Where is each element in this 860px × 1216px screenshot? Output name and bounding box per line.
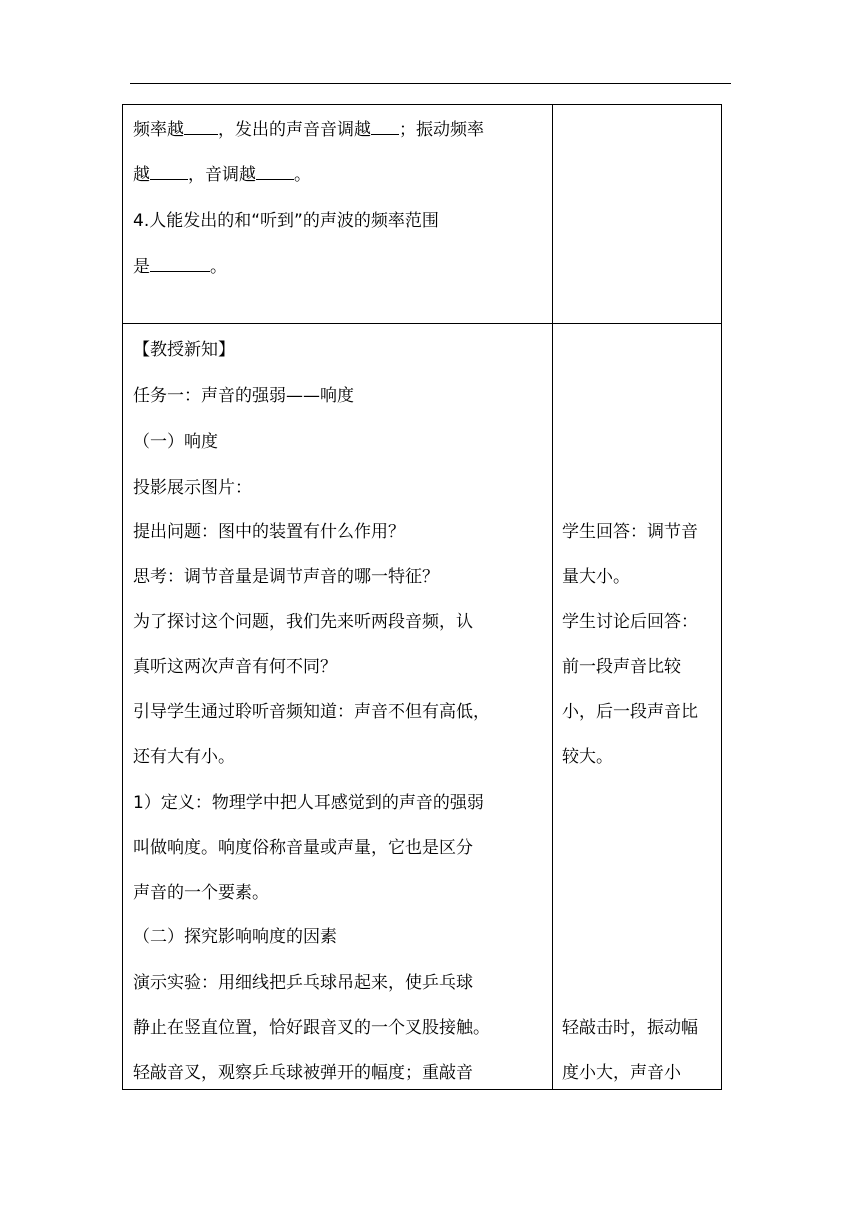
- student-answer-line: 度小大，声音小: [562, 1063, 681, 1083]
- content-line: 投影展示图片：: [133, 478, 252, 498]
- student-answer-line: 小，后一段声音比: [562, 702, 698, 722]
- fill-blank: [256, 165, 294, 180]
- text-segment: ；振动频率: [399, 120, 484, 140]
- student-answer-line: 量大小。: [562, 567, 630, 587]
- subsection-heading: （二）探究影响响度的因素: [133, 927, 337, 947]
- text-segment: 频率越: [133, 120, 184, 140]
- review-line-4: [133, 255, 227, 279]
- definition-line: 声音的一个要素。: [133, 883, 269, 903]
- section-heading: 【教授新知】: [133, 340, 235, 360]
- content-line: 思考：调节音量是调节声音的哪一特征？: [133, 567, 439, 587]
- fill-blank: [150, 257, 210, 272]
- text-segment: 是: [133, 257, 150, 277]
- fill-blank: [371, 120, 399, 135]
- experiment-line: 轻敲音叉，观察乒乓球被弹开的幅度；重敲音: [133, 1063, 473, 1083]
- content-line: 还有大有小。: [133, 747, 235, 767]
- text-segment: 。: [294, 165, 311, 185]
- review-row: [123, 105, 721, 324]
- text-segment: ，发出的声音音调越: [218, 120, 371, 140]
- text-segment: 。: [210, 257, 227, 277]
- student-answer-line: 学生回答：调节音: [562, 522, 698, 542]
- content-line: 引导学生通过聆听音频知道：声音不但有高低，: [133, 702, 490, 722]
- content-line: 真听这两次声音有何不同？: [133, 657, 337, 677]
- definition-line: 叫做响度。响度俗称音量或声量，它也是区分: [133, 838, 473, 858]
- content-line: 提出问题：图中的装置有什么作用？: [133, 522, 405, 542]
- review-line-3: 4.人能发出的和“听到”的声波的频率范围: [133, 211, 439, 231]
- fill-blank: [150, 165, 188, 180]
- content-line: 为了探讨这个问题，我们先来听两段音频，认: [133, 612, 473, 632]
- review-line-2: [133, 163, 311, 187]
- fill-blank: [184, 120, 218, 135]
- experiment-line: 静止在竖直位置，恰好跟音叉的一个叉股接触。: [133, 1018, 490, 1038]
- task-title: 任务一：声音的强弱——响度: [133, 386, 354, 406]
- lesson-table: [122, 104, 722, 1090]
- subsection-heading: （一）响度: [133, 432, 218, 452]
- student-answer-line: 学生讨论后回答：: [562, 612, 698, 632]
- text-segment: 越: [133, 165, 150, 185]
- student-answer-line: 前一段声音比较: [562, 657, 681, 677]
- text-segment: ，音调越: [188, 165, 256, 185]
- header-rule: [130, 83, 731, 84]
- definition-line: 1）定义：物理学中把人耳感觉到的声音的强弱: [133, 793, 484, 813]
- student-answer-line: 较大。: [562, 747, 613, 767]
- review-line-1: [133, 118, 484, 142]
- student-answer-line: 轻敲击时，振动幅: [562, 1018, 698, 1038]
- experiment-line: 演示实验：用细线把乒乓球吊起来，使乒乓球: [133, 973, 473, 993]
